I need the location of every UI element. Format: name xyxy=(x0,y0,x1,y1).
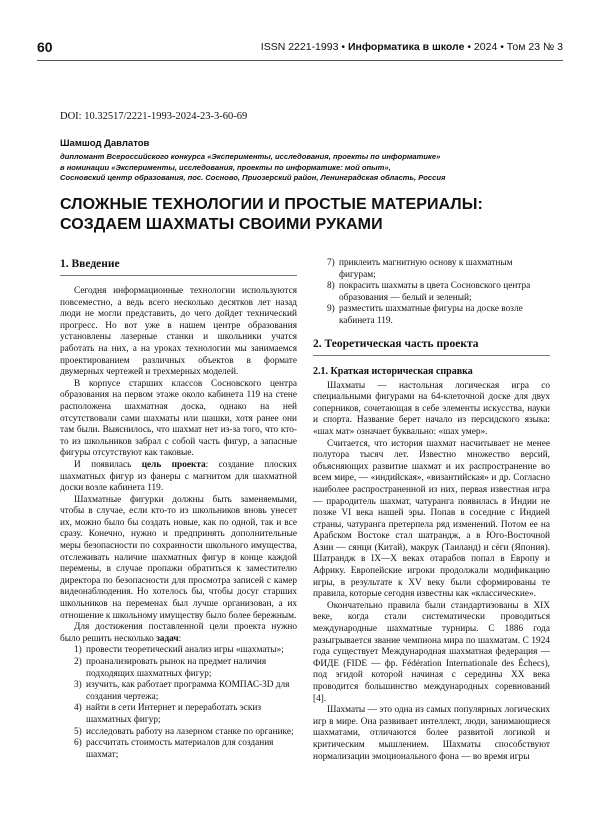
list-item: 2) проанализировать рынок на предмет наличия подходящих шахматных фигур; xyxy=(74,657,267,679)
paragraph: Шахматные фигурки должны быть заменяемыми, чтобы в случае, если кто-то из школьников вновь унесет их, можно было бы создать новые, как по одной, так и все сразу. Конечно, нужно и предпринять дополнительные меры безопасности по сохранности школьного имущества, отслеживать наличие шахматных фигур в конце каждой перемены, в случае пропажи обратиться к заместителю директора по безопасности для просмотра записей с камер видеонаблюдения. Но хотелось бы, чтобы досуг старших школьников на переменах был лучше организован, а их отношение к школьному имуществу было более бережным. xyxy=(60,494,297,621)
paragraph-tasks: Для достижения поставленной цели проекта нужно было решить несколько задач: xyxy=(60,622,297,644)
list-item: 7) приклеить магнитную основу к шахматным фигурам; xyxy=(327,258,513,280)
task-list-continued xyxy=(313,258,550,328)
section-heading-introduction: 1. Введение xyxy=(60,258,297,276)
list-item: 4) найти в сети Интернет и переработать эскиз шахматных фигур; xyxy=(74,703,262,725)
doi: DOI: 10.32517/2221-1993-2024-23-3-60-69 xyxy=(60,111,248,122)
author-name: Шамшод Давлатов xyxy=(60,138,150,149)
subsection-heading-history: 2.1. Краткая историческая справка xyxy=(313,365,473,377)
paragraph: Окончательно правила были стандартизованы в XIX веке, когда стали систематически проводиться международные шахматные турниры. С 1886 года разыгрывается звание чемпиона мира по шахматам. С 1924 года существует Международная шахматная федерация — ФИДЕ (FIDE — фр. Fédération Internationale des Échecs), под эгидой которой начиная с середины XX века проводится большинство международных соревнований [4]. xyxy=(313,600,550,704)
right-column xyxy=(313,258,550,763)
issn: ISSN 2221-1993 • xyxy=(260,41,348,53)
running-header xyxy=(37,39,563,61)
tasks-term: задач xyxy=(156,633,179,644)
list-item: 1) провести теоретический анализ игры «шахматы»; xyxy=(74,645,284,656)
paragraph: Сегодня информационные технологии используются повсеместно, а ведь всего несколько десятков лет назад люди не могли представить, до чего дойдет технический прогресс. Но вот уже в нашем центре образования установлены лазерные станки и школьники учатся работать на них, а на уроках технологии мы занимаемся проектированием различных объектов в формате двумерных чертежей и трехмерных моделей. xyxy=(60,286,297,378)
paragraph: Шахматы — настольная логическая игра со специальными фигурами на 64-клеточной доске для двух соперников, сочетающая в себе элементы искусства, науки и спорта. Название берет начало из персидского языка: «шах мат» означает буквально: «шах умер». xyxy=(313,380,550,437)
paragraph: Шахматы — это одна из самых популярных логических игр в мире. Она развивает интеллект, люди, занимающиеся шахматами, отличаются более развитой логикой и критическим мышлением. Шахматы способствуют нормализации эмоционального фона — во время игры xyxy=(313,705,550,762)
paragraph: В корпусе старших классов Сосновского центра образования на первом этаже около кабинета 119 на стене расположена шахматная доска, однако на ней отсутствовали сами шахматы или шашки, хотя ранее они там были. Выяснилось, что шахмат нет из-за того, что кто-то из школьников забрал с собой часть фигур, а запасные фигуры отсутствуют как таковые. xyxy=(60,378,297,459)
list-item: 6) рассчитать стоимость материалов для создания шахмат; xyxy=(74,738,274,760)
task-list xyxy=(60,645,297,761)
author-affiliation xyxy=(60,152,530,184)
page-number: 60 xyxy=(37,39,53,55)
header-rule xyxy=(37,60,563,61)
list-item: 3) изучить, как работает программа КОМПАС-3D для создания чертежа; xyxy=(74,680,290,702)
article-title: СЛОЖНЫЕ ТЕХНОЛОГИИ И ПРОСТЫЕ МАТЕРИАЛЫ: СОЗДАЕМ ШАХМАТЫ СВОИМИ РУКАМИ xyxy=(60,196,483,233)
affiliation-line: Сосновский центр образования, пос. Сосново, Приозерский район, Ленинградская область, Россия xyxy=(60,173,446,182)
section-heading-theory: 2. Теоретическая часть проекта xyxy=(313,338,550,356)
list-item: 9) разместить шахматные фигуры на доске возле кабинета 119. xyxy=(327,304,523,326)
journal-name: Информатика в школе xyxy=(347,41,465,53)
goal-term: цель проекта xyxy=(141,459,206,470)
paragraph-goal: И появилась цель проекта: создание плоских шахматных фигур из фанеры с магнитом для шахматной доски возле кабинета 119. xyxy=(60,459,297,494)
affiliation-line: в номинации «Эксперименты, исследования, проекты по информатике: мой опыт», xyxy=(60,162,391,172)
affiliation-line: дипломант Всероссийского конкурса «Эксперименты, исследования, проекты по информатике» xyxy=(60,152,441,161)
left-column xyxy=(60,258,297,761)
issue-info: • 2024 • Том 23 № 3 xyxy=(464,41,563,53)
list-item: 8) покрасить шахматы в цвета Сосновского центра образования — белый и зеленый; xyxy=(327,281,531,303)
paragraph: Считается, что история шахмат насчитывает не менее полутора тысяч лет. Известно множество версий, объясняющих развитие шахмат и их распространение во всем мире, — «индийская», «византийская» и др. Согласно наиболее распространенной из них, первая известная игра — прародитель шахмат, чатуранга появилась в Индии не позже VI века нашей эры. Попав в соседние с Индией страны, чатуранга претерпела ряд изменений. Потом ее на Арабском Востоке стал шатрандж, а в Юго-Восточной Азии — сянци (Китай), макрук (Таиланд) и сёги (Япония). Шатрандж в IX—X веках отарабов попал в Европу и Африку. Европейские игроки продолжали модификацию игры, в результате к XV веку были сформированы те правила, которые сегодня известны как «классические». xyxy=(313,438,550,600)
journal-info xyxy=(261,41,563,53)
list-item: 5) исследовать работу на лазерном станке по органике; xyxy=(74,726,294,737)
